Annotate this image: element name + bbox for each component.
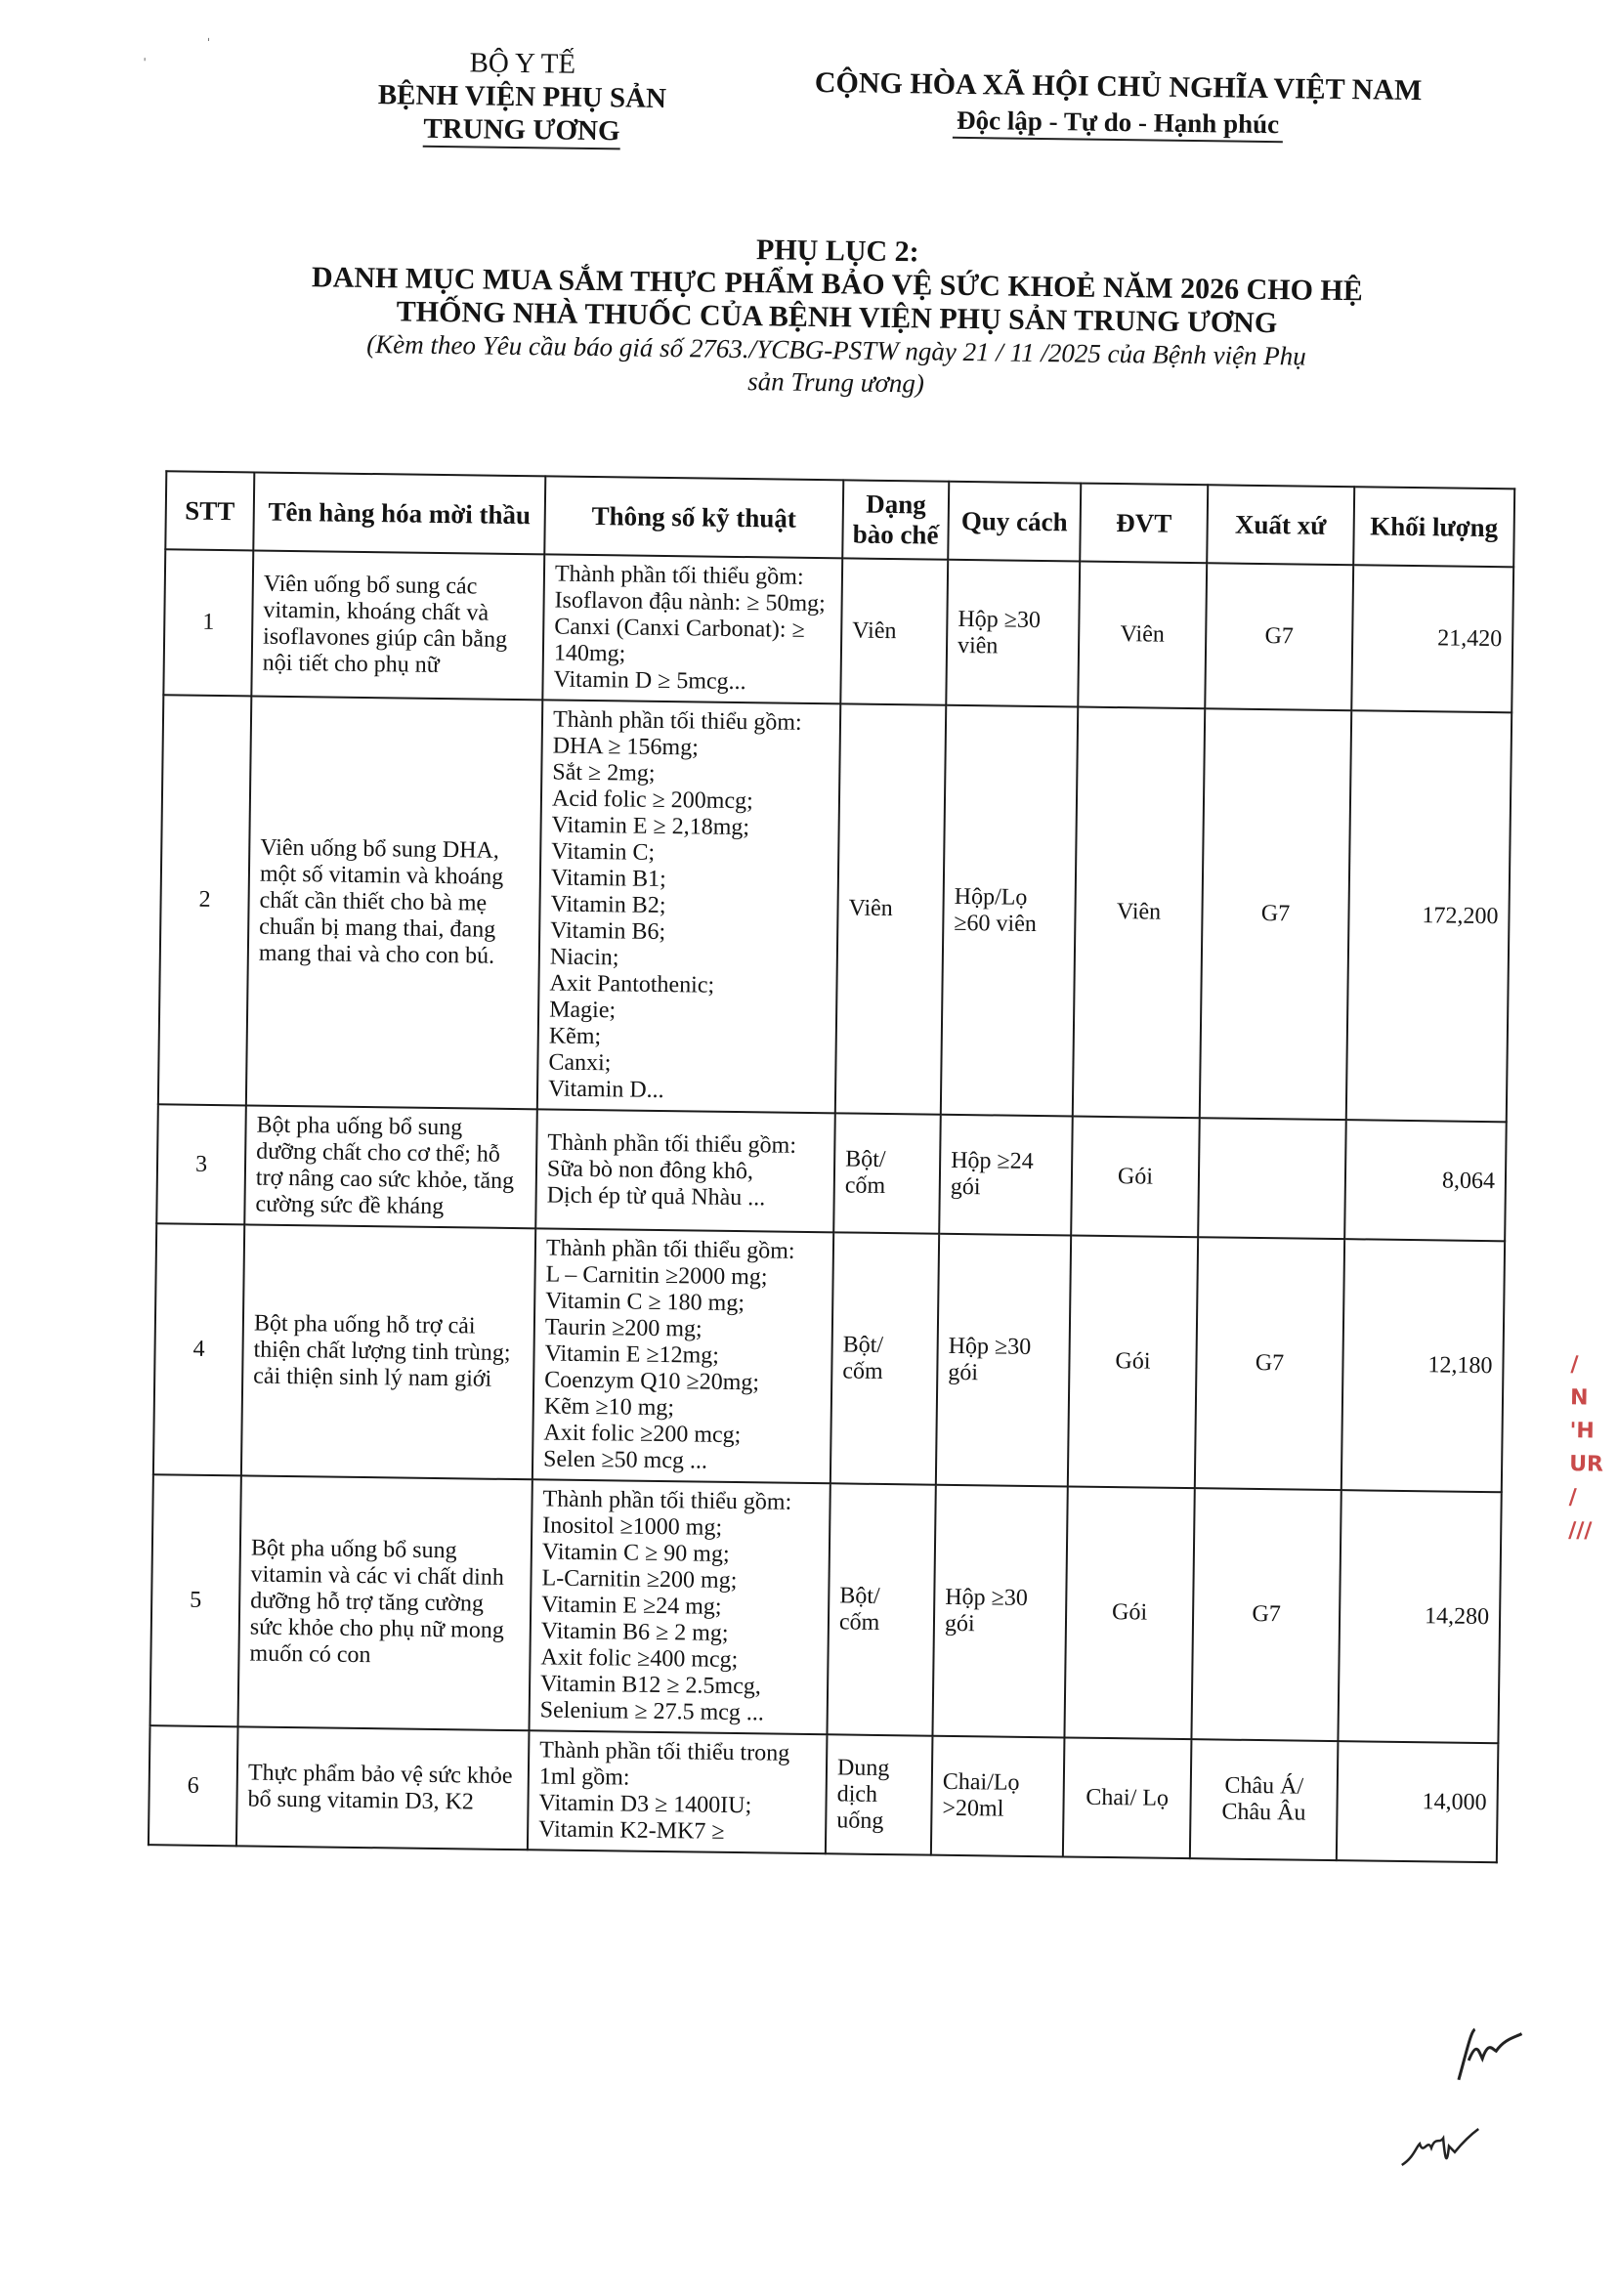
cell-form: Bột/ cốm [827,1483,935,1735]
spec-line: Canxi (Canxi Carbonat): ≥ 140mg; [553,614,805,667]
cell-unit: Viên [1078,562,1207,709]
cell-spec [537,700,840,1113]
spec-line: Sữa bò non đông khô, [546,1155,754,1184]
cell-name: Thực phẩm bảo vệ sức khỏe bổ sung vitamin D3, K2 [236,1726,530,1850]
table-row [156,1104,1506,1241]
cell-name: Bột pha uống bổ sung dưỡng chất cho cơ thể; hỗ trợ nâng cao sức khỏe, tăng cường sức đề kháng [244,1105,537,1228]
cell-unit: Gói [1071,1117,1200,1238]
spec-line: Kẽm; [548,1023,602,1050]
spec-line: Dịch ép từ quả Nhàu ... [546,1181,766,1211]
cell-pack: Hộp ≥24 gói [939,1115,1073,1236]
cell-form: Bột/ cốm [833,1113,941,1233]
cell-name: Viên uống bổ sung các vitamin, khoáng chất và isoflavones giúp cân bằng nội tiết cho phụ nữ [251,550,544,700]
cell-stt: 1 [163,549,253,696]
spec-line: Magie; [548,997,617,1024]
spec-line: Kẽm ≥10 mg; [543,1393,675,1422]
cell-form: Viên [840,558,948,704]
cell-origin: G7 [1195,1237,1344,1490]
cell-stt: 3 [156,1104,246,1224]
scan-artifact: ˈ [204,34,212,57]
spec-line: Coenzym Q10 ≥20mg; [544,1367,760,1396]
stamp-fragment-text: 'H [1569,1419,1595,1444]
appendix-label: PHỤ LỤC 2: [755,234,919,269]
spec-line: L – Carnitin ≥2000 mg; [545,1261,768,1291]
cell-qty: 12,180 [1341,1239,1505,1492]
cell-qty: 172,200 [1346,710,1512,1122]
stamp-fragment-text: / [1568,1485,1577,1510]
table-row [158,695,1512,1122]
cell-spec [529,1479,830,1734]
table-row [153,1223,1505,1492]
signature-mark [1449,2021,1528,2091]
title-line2: THỐNG NHÀ THUỐC CỦA BỆNH VIỆN PHỤ SẢN TRUNG ƯƠNG [396,295,1278,340]
stamp-fragment-text: / [1570,1352,1579,1378]
cell-stt: 6 [149,1725,238,1846]
red-stamp-fragment [1568,1348,1610,1549]
spec-line: L-Carnitin ≥200 mg; [541,1565,738,1594]
spec-line: Thành phần tối thiểu gồm: [547,1128,797,1159]
spec-line: Taurin ≥200 mg; [544,1314,703,1342]
spec-line: Vitamin D ≥ 5mcg... [553,666,746,696]
cell-name: Bột pha uống hỗ trợ cải thiện chất lượng tinh trùng; cải thiện sinh lý nam giới [241,1224,535,1479]
header-name: Tên hàng hóa mời thầu [253,472,545,554]
cell-stt: 5 [150,1474,241,1726]
header-pack: Quy cách [948,482,1081,562]
table-row [150,1474,1502,1743]
table-row [149,1725,1498,1862]
cell-pack: Hộp ≥30 gói [932,1485,1067,1738]
cell-unit: Chai/ Lọ [1063,1737,1192,1858]
header-spec: Thông số kỹ thuật [544,476,843,558]
spec-line: Axit folic ≥200 mcg; [543,1420,742,1449]
cell-qty: 8,064 [1344,1120,1507,1241]
national-header [786,64,1451,146]
cell-unit: Gói [1064,1486,1194,1739]
cell-form: Dung dịch uống [826,1734,933,1854]
spec-line: Vitamin E ≥ 2,18mg; [551,812,750,841]
cell-origin: G7 [1191,1488,1341,1741]
spec-line: Vitamin B6 ≥ 2 mg; [540,1618,729,1646]
header-unit: ĐVT [1080,484,1208,564]
spec-line: Vitamin E ≥24 mg; [541,1592,722,1620]
spec-line: Thành phần tối thiểu gồm: [552,706,802,736]
cell-stt: 4 [153,1223,244,1475]
cell-name: Bột pha uống bổ sung vitamin và các vi chất dinh dưỡng hỗ trợ tăng cường sức khỏe cho phụ nữ mong muốn có con [238,1475,532,1730]
spec-line: Vitamin E ≥12mg; [544,1340,720,1369]
cell-origin: Châu Á/ Châu Âu [1190,1739,1339,1860]
cell-origin: G7 [1205,563,1353,710]
spec-line: Vitamin C ≥ 180 mg; [545,1288,745,1317]
cell-origin: G7 [1200,708,1351,1120]
cell-origin [1198,1118,1346,1239]
cell-form: Bột/ cốm [830,1232,939,1484]
title-line1: DANH MỤC MUA SẮM THỰC PHẨM BẢO VỆ SỨC KHOẺ NĂM 2026 CHO HỆ [311,261,1363,308]
hospital-name-line1: BỆNH VIỆN PHỤ SẢN [377,79,667,114]
national-motto: Độc lập - Tự do - Hạnh phúc [953,104,1283,143]
subtitle-line2: sản Trung ương) [747,366,925,399]
spec-line: Acid folic ≥ 200mcg; [551,786,753,815]
cell-qty: 21,420 [1351,565,1513,712]
initials-mark [1394,2108,1483,2178]
spec-line: Vitamin C ≥ 90 mg; [541,1539,730,1567]
cell-spec [542,554,842,703]
spec-line: Axit folic ≥400 mcg; [540,1644,739,1674]
header-stt: STT [165,471,254,550]
spec-line: Vitamin C; [551,838,656,866]
country-name: CỘNG HÒA XÃ HỘI CHỦ NGHĨA VIỆT NAM [814,65,1423,107]
spec-line: Vitamin B12 ≥ 2.5mcg, [539,1671,761,1700]
spec-line: Selen ≥50 mcg ... [542,1446,708,1474]
cell-qty: 14,280 [1338,1490,1501,1743]
cell-pack: Chai/Lọ >20ml [931,1736,1065,1857]
spec-line: Vitamin K2-MK7 ≥ [538,1816,725,1845]
spec-line: Thành phần tối thiểu trong 1ml gồm: [538,1737,790,1791]
spec-line: Thành phần tối thiểu gồm: [542,1486,792,1515]
cell-pack: Hộp/Lọ ≥60 viên [941,705,1078,1117]
spec-line: Vitamin B6; [550,917,666,946]
spec-line: Vitamin B1; [550,865,666,893]
spec-line: Niacin; [549,944,619,971]
cell-spec [528,1730,828,1853]
cell-qty: 14,000 [1337,1741,1499,1862]
table-row [163,549,1513,712]
cell-pack: Hộp ≥30 gói [936,1234,1071,1487]
scan-artifact: ˌ [141,39,149,63]
header-qty: Khối lượng [1353,487,1514,567]
cell-form: Viên [835,703,946,1114]
spec-line: Vitamin D3 ≥ 1400IU; [538,1790,752,1819]
stamp-fragment-text: /// [1568,1518,1593,1544]
cell-unit: Gói [1068,1235,1198,1488]
spec-line: Isoflavon đậu nành: ≥ 50mg; [554,587,826,617]
ministry-name: BỘ Y TẾ [469,47,576,80]
document-title [234,227,1438,406]
stamp-fragment-text: N [1569,1385,1589,1411]
spec-line: DHA ≥ 156mg; [552,733,700,761]
issuer-header [307,44,738,151]
header-form: Dạng bào chế [842,480,949,559]
spec-line: Vitamin D... [547,1076,664,1104]
cell-spec [532,1228,833,1483]
cell-name: Viên uống bổ sung DHA, một số vitamin và khoáng chất cần thiết cho bà mẹ chuẩn bị mang thai, đang mang thai và cho con bú. [246,696,542,1109]
spec-line: Inositol ≥1000 mg; [542,1512,723,1541]
spec-line: Sắt ≥ 2mg; [552,759,656,787]
spec-line: Canxi; [548,1049,612,1077]
spec-line: Vitamin B2; [550,891,666,919]
spec-line: Thành phần tối thiểu gồm: [545,1235,795,1264]
cell-spec [535,1109,835,1232]
stamp-fragment-text: UR [1568,1452,1604,1477]
cell-pack: Hộp ≥30 viên [946,560,1080,707]
spec-line: Axit Pantothenic; [549,970,715,999]
hospital-name-line2: TRUNG ƯƠNG [423,112,620,150]
header-origin: Xuất xứ [1207,485,1354,565]
spec-line: Selenium ≥ 27.5 mcg ... [539,1697,765,1726]
procurement-table [148,470,1515,1863]
subtitle-line1: (Kèm theo Yêu cầu báo giá số 2763./YCBG-PSTW ngày 21 / 11 /2025 của Bệnh viện Phụ [366,328,1306,371]
cell-stt: 2 [158,695,251,1105]
spec-line: Thành phần tối thiểu gồm: [554,561,804,590]
cell-unit: Viên [1073,707,1205,1119]
